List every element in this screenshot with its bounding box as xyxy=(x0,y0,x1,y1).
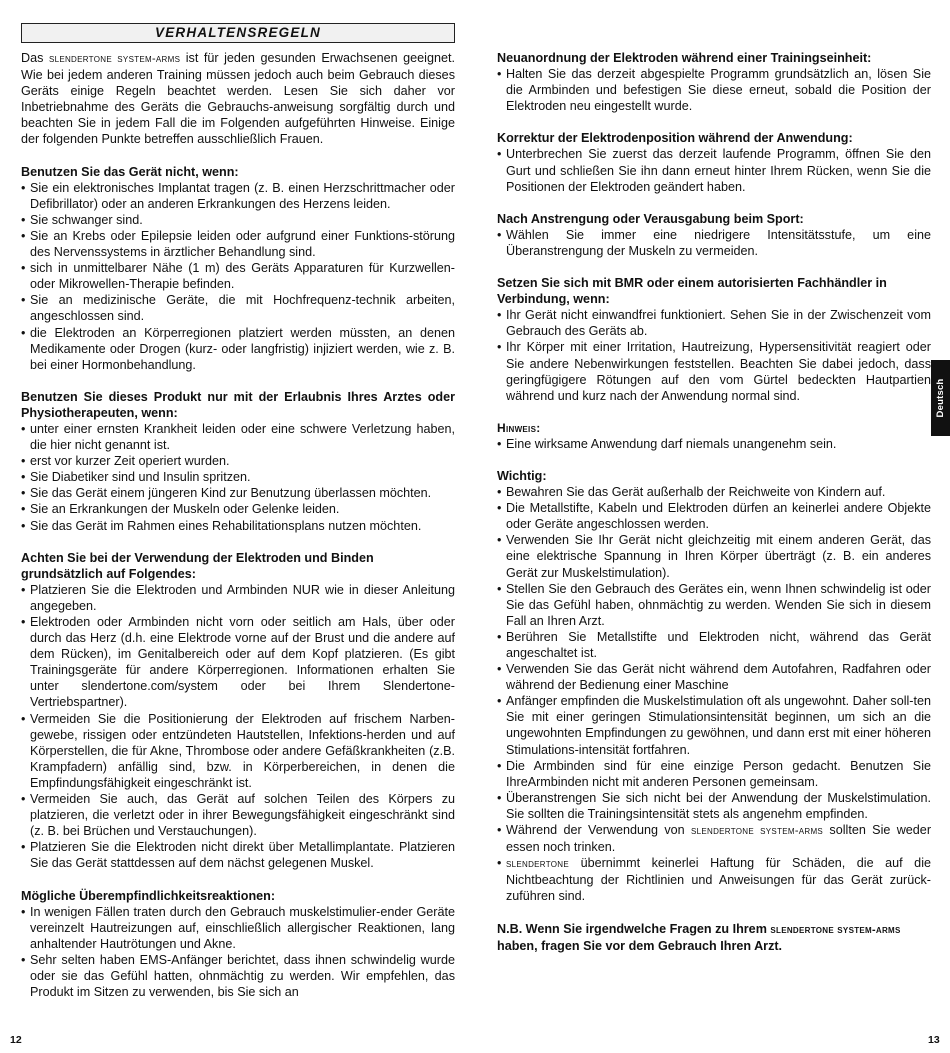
list-item: • Sie an Erkrankungen der Muskeln oder Gelenke leiden. xyxy=(21,501,455,517)
list-item: • Sie an medizinische Geräte, die mit Hochfrequenz-technik arbeiten, angeschlossen sind. xyxy=(21,292,455,324)
list-item: • Die Metallstifte, Kabeln und Elektroden dürfen an keinerlei andere Objekte oder Geräte angeschlossen werden. xyxy=(497,500,931,532)
list-item: • Sie das Gerät im Rahmen eines Rehabilitationsplans nutzen möchten. xyxy=(21,518,455,534)
r3-list xyxy=(497,227,931,259)
s2-list xyxy=(21,421,455,534)
list-item: • Sie Diabetiker sind und Insulin spritzen. xyxy=(21,469,455,485)
r2-list xyxy=(497,146,931,194)
item-text: sollten Sie weder essen noch trinken. xyxy=(506,823,932,855)
item-text: Während der Verwendung von xyxy=(506,823,691,838)
list-item: • die Elektroden an Körperregionen platziert werden müssten, an denen Medikamente oder Drogen (kurz- oder langfristig) injiziert werden, wie z. B. bei einer Hormonbehandlung. xyxy=(21,325,455,373)
list-item: • In wenigen Fällen traten durch den Gebrauch muskelstimulier-ender Geräte vereinzelt Hautreizungen auf, einschließlich allergischer Reaktionen, lang anhaltender Hautrötungen und Akne. xyxy=(21,904,455,952)
brand-name: slendertone xyxy=(506,858,570,871)
list-item: • Stellen Sie den Gebrauch des Gerätes ein, wenn Ihnen schwindelig ist oder Sie das Gefühl haben, ohnmächtig zu werden. Wenden Sie sich in diesem Fall an Ihren Arzt. xyxy=(497,581,931,629)
list-item: • Vermeiden Sie auch, das Gerät auf solchen Teilen des Körpers zu platzieren, die verletzt oder in ihrer Bewegungsfähigkeit eingeschränkt sind (z. B. bei Brüchen und Verstauchungen). xyxy=(21,791,455,839)
list-item: • Wählen Sie immer eine niedrigere Intensitätsstufe, um eine Überanstrengung der Muskeln zu vermeiden. xyxy=(497,227,931,259)
list-item: • Sie an Krebs oder Epilepsie leiden oder aufgrund einer Funktions-störung des Nervenssystems in ärztlicher Behandlung sind. xyxy=(21,228,455,260)
nb-text: haben, fragen Sie vor dem Gebrauch Ihren Arzt. xyxy=(497,938,783,953)
list-item xyxy=(497,855,931,904)
list-item: • Platzieren Sie die Elektroden und Armbinden NUR wie in dieser Anleitung angegeben. xyxy=(21,582,455,614)
nb-text: N.B. Wenn Sie irgendwelche Fragen zu Ihrem xyxy=(497,921,771,936)
r6-heading: Wichtig: xyxy=(497,468,547,483)
list-item: • Die Armbinden sind für eine einzige Person gedacht. Benutzen Sie IhreArmbinden nicht mit anderen Personen gemeinsam. xyxy=(497,758,931,790)
product-name: slendertone system-arms xyxy=(770,923,901,936)
s4-list xyxy=(21,904,455,1001)
list-item xyxy=(497,822,931,855)
list-item: • Halten Sie das derzeit abgespielte Programm grundsätzlich an, lösen Sie die Armbinden und befestigen Sie diese erneut, sobald die Position der Elektroden neu eingestellt wurde. xyxy=(497,66,931,114)
list-item: • Verwenden Sie das Gerät nicht während dem Autofahren, Radfahren oder während der Bedienung einer Maschine xyxy=(497,661,931,693)
list-item: • Überanstrengen Sie sich nicht bei der Anwendung der Muskelstimulation. Sie sollten die Trainingsintensität stets als angenehm empfinden. xyxy=(497,790,931,822)
list-item: • Elektroden oder Armbinden nicht vorn oder seitlich am Hals, über oder durch das Herz (d.h. eine Elektrode vorne auf der Brust und die andere auf dem Rücken), im Genitalbereich oder auf dem Kopf platzieren. (Es gibt Trainingsgeräte für andere Körperregionen. Informationen erhalten Sie unter slendertone.com/system oder bei Ihrem Slendertone-Vertriebspartner). xyxy=(21,614,455,711)
r3-heading: Nach Anstrengung oder Verausgabung beim Sport: xyxy=(497,211,804,226)
list-item: • Sie ein elektronisches Implantat tragen (z. B. einen Herzschrittmacher oder Defibrillator) oder an anderen Erkrankungen des Herzens leiden. xyxy=(21,180,455,212)
page-number-right: 13 xyxy=(928,1034,940,1046)
s2-heading: Benutzen Sie dieses Produkt nur mit der Erlaubnis Ihres Arztes oder Physiotherapeuten, wenn: xyxy=(21,389,455,420)
intro-text-start: Das xyxy=(21,51,49,65)
nb-note xyxy=(497,921,931,954)
list-item: • Platzieren Sie die Elektroden nicht direkt über Metallimplantate. Platzieren Sie das Gerät stattdessen auf dem nächst gelegenen Muskel. xyxy=(21,839,455,871)
r4-heading: Setzen Sie sich mit BMR oder einem autorisierten Fachhändler in Verbindung, wenn: xyxy=(497,276,887,307)
language-tab-label: Deutsch xyxy=(934,378,946,418)
r5-heading: Hinweis: xyxy=(497,420,541,435)
page-number-left: 12 xyxy=(10,1034,22,1046)
list-item: • Eine wirksame Anwendung darf niemals unangenehm sein. xyxy=(497,436,931,452)
list-item: • Unterbrechen Sie zuerst das derzeit laufende Programm, öffnen Sie den Gurt und schließen Sie ihn dann erneut hinter Ihrem Rücken, wenn Sie die Positionen der Elektroden geändert haben. xyxy=(497,146,931,194)
list-item: • Bewahren Sie das Gerät außerhalb der Reichweite von Kindern auf. xyxy=(497,484,931,500)
list-item: • Sie das Gerät einem jüngeren Kind zur Benutzung überlassen möchten. xyxy=(21,485,455,501)
list-item: • sich in unmittelbarer Nähe (1 m) des Geräts Apparaturen für Kurzwellen- oder Mikrowellen-Therapie befinden. xyxy=(21,260,455,292)
r4-list xyxy=(497,307,931,404)
r1-heading: Neuanordnung der Elektroden während einer Trainingseinheit: xyxy=(497,51,872,65)
s3-list xyxy=(21,582,455,872)
list-item: • Berühren Sie Metallstifte und Elektroden nicht, während das Gerät angeschaltet ist. xyxy=(497,629,931,661)
list-item: • unter einer ernsten Krankheit leiden oder eine schwere Verletzung haben, die hier nicht genannt ist. xyxy=(21,421,455,453)
list-item: • erst vor kurzer Zeit operiert wurden. xyxy=(21,453,455,469)
list-item: • Ihr Gerät nicht einwandfrei funktioniert. Sehen Sie in der Zwischenzeit vom Gebrauch des Geräts ab. xyxy=(497,307,931,339)
list-item: • Anfänger empfinden die Muskelstimulation oft als ungewohnt. Daher soll-ten Sie mit einer geringen Stimulationsintensität beginnen, um sich an die ungewohnten Empfindungen zu gewöhnen, und dann erst mit einer höheren Stimulations-intensität fortfahren. xyxy=(497,693,931,757)
r2-heading: Korrektur der Elektrodenposition während der Anwendung: xyxy=(497,131,853,146)
s1-heading: Benutzen Sie das Gerät nicht, wenn: xyxy=(21,164,239,179)
left-column xyxy=(21,50,455,1000)
r1-list xyxy=(497,66,931,114)
item-text: übernimmt keinerlei Haftung für Schäden, die auf die Nichtbeachtung der Richtlinien und Anweisungen für das Gerät zurück-zuführen sind. xyxy=(506,856,931,904)
list-item: • Sehr selten haben EMS-Anfänger berichtet, dass ihnen schwindelig wurde oder sie das Gefühl hatten, ohnmächtig zu werden. Wir empfehlen, das Produkt im Sitzen zu verwenden, bis Sie sich an xyxy=(21,952,455,1000)
r6-list xyxy=(497,484,931,904)
product-name: slendertone system-arms xyxy=(691,825,824,838)
intro-paragraph xyxy=(21,50,455,148)
product-name: slendertone system-arms xyxy=(48,53,181,65)
s4-heading: Mögliche Überempfindlichkeitsreaktionen: xyxy=(21,888,276,903)
s1-list xyxy=(21,180,455,373)
s3-heading: Achten Sie bei der Verwendung der Elektroden und Binden grundsätzlich auf Folgendes: xyxy=(21,550,374,581)
list-item: • Sie schwanger sind. xyxy=(21,212,455,228)
section-title: VERHALTENSREGELN xyxy=(21,23,455,43)
intro-text: ist für jeden gesunden Erwachsenen geeignet. Wie bei jedem anderen Training müssen jedoch auch beim Gebrauch dieses Geräts einige Regeln beachtet werden. Lesen Sie sich daher vor Inbetriebnahme des Geräts die Gebrauchs-anweisung sorgfältig durch und beachten Sie in jedem Fall die im Folgenden aufgeführten Hinweise. Einige der folgenden Punkte betreffen ausschließlich Frauen. xyxy=(21,51,455,147)
language-tab xyxy=(931,360,950,436)
r5-list xyxy=(497,436,931,452)
list-item: • Ihr Körper mit einer Irritation, Hautreizung, Hypersensitivität reagiert oder Sie andere Nebenwirkungen feststellen. Beachten Sie dabei jedoch, dass geringfügigere Rötungen auf den vom Gürtel bedeckten Hautpartien während und kurz nach der Anwendung normal sind. xyxy=(497,339,931,403)
list-item: • Vermeiden Sie die Positionierung der Elektroden auf frischem Narben-gewebe, rissigen oder entzündeten Hautstellen, Infektions-herden und auf Körperstellen, die für Akne, Thrombose oder andere Gefäßkrankheiten (z.B. Krampfadern) anfällig sind, bzw. in Körperbereichen, in denen die Empfindungsfähigkeit eingeschränkt ist. xyxy=(21,711,455,791)
right-column xyxy=(497,50,931,954)
list-item: • Verwenden Sie Ihr Gerät nicht gleichzeitig mit einem anderen Gerät, das eine elektrische Spannung in Ihren Körper überträgt (z. B. ein anderes Gerät zur Muskelstimulation). xyxy=(497,532,931,580)
